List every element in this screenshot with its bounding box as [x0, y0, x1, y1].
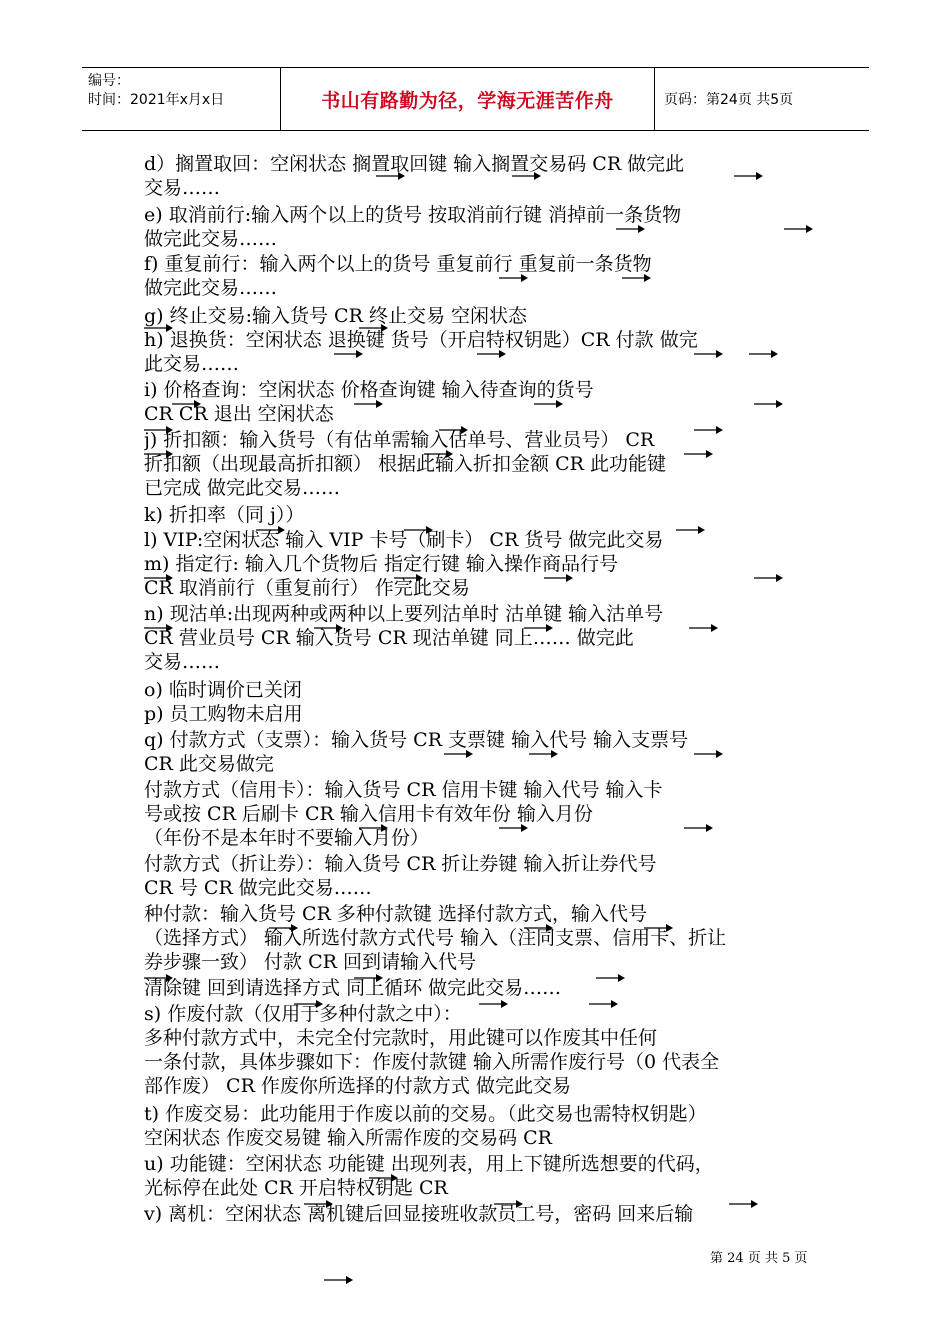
text-line: CR 号 CR 做完此交易…… [144, 877, 372, 899]
text-line: 部作废） CR 作废你所选择的付款方式 做完此交易 [144, 1075, 571, 1097]
text-line: 光标停在此处 CR 开启特权钥匙 CR [144, 1177, 448, 1199]
text-line: CR CR 退出 空闲状态 [144, 403, 334, 425]
text-line: o) 临时调价已关闭 [144, 679, 302, 701]
header-page-number: 页码：第24页 共5页 [664, 92, 794, 108]
text-line: 多种付款方式中，未完全付完款时，用此键可以作废其中任何 [144, 1027, 658, 1049]
text-line: h) 退换货：空闲状态 退换键 货号（开启特权钥匙）CR 付款 做完 [144, 329, 698, 351]
date-label: 时间：2021年x月x日 [88, 92, 225, 108]
text-line: l) VIP:空闲状态 输入 VIP 卡号（刷卡） CR 货号 做完此交易 [144, 529, 664, 551]
text-line: 空闲状态 作废交易键 输入所需作废的交易码 CR [144, 1127, 552, 1149]
text-line: 号或按 CR 后刷卡 CR 输入信用卡有效年份 输入月份 [144, 803, 593, 825]
text-line: 交易…… [144, 651, 221, 673]
text-line: 付款方式（折让券）：输入货号 CR 折让券键 输入折让券代号 [144, 853, 657, 875]
text-line: 种付款：输入货号 CR 多种付款键 选择付款方式，输入代号 [144, 903, 647, 925]
text-line: q) 付款方式（支票）：输入货号 CR 支票键 输入代号 输入支票号 [144, 729, 689, 751]
text-line: j) 折扣额：输入货号（有估单需输入估单号、营业员号） CR [144, 429, 655, 451]
text-line: CR 营业员号 CR 输入货号 CR 现沽单键 同上…… 做完此 [144, 627, 634, 649]
text-line: f) 重复前行：输入两个以上的货号 重复前行 重复前一条货物 [144, 253, 652, 275]
text-line: s) 作废付款（仅用于多种付款之中）： [144, 1003, 462, 1025]
header-meta [82, 68, 280, 130]
text-line: （年份不是本年时不要输入月份） [144, 827, 430, 849]
text-line: d）搁置取回：空闲状态 搁置取回键 输入搁置交易码 CR 做完此 [144, 153, 685, 175]
page-header [82, 67, 869, 131]
text-line: CR 取消前行（重复前行） 作完此交易 [144, 577, 470, 599]
footer-page-number: 第 24 页 共 5 页 [710, 1251, 808, 1266]
serial-number-label: 编号： [88, 73, 130, 89]
text-line: g) 终止交易:输入货号 CR 终止交易 空闲状态 [144, 305, 527, 327]
text-line: 付款方式（信用卡）：输入货号 CR 信用卡键 输入代号 输入卡 [144, 779, 663, 801]
text-line: e) 取消前行:输入两个以上的货号 按取消前行键 消掉前一条货物 [144, 204, 682, 226]
header-motto: 书山有路勤为径，学海无涯苦作舟 [280, 68, 655, 130]
text-line: 折扣额（出现最高折扣额） 根据此输入折扣金额 CR 此功能键 [144, 453, 666, 475]
text-line: t) 作废交易：此功能用于作废以前的交易。（此交易也需特权钥匙） [144, 1103, 707, 1125]
text-line: v) 离机：空闲状态 离机键后回显接班收款员工号，密码 回来后输 [144, 1203, 694, 1225]
text-line: （选择方式） 输入所选付款方式代号 输入（注同支票、信用卡、折让 [144, 927, 727, 949]
text-line: 已完成 做完此交易…… [144, 477, 341, 499]
text-line: i) 价格查询：空闲状态 价格查询键 输入待查询的货号 [144, 379, 594, 401]
text-line: 交易…… [144, 177, 221, 199]
text-line: 此交易…… [144, 353, 240, 375]
text-line: m) 指定行: 输入几个货物后 指定行键 输入操作商品行号 [144, 553, 618, 575]
text-line: CR 此交易做完 [144, 753, 274, 775]
arrow-icon [324, 1276, 353, 1284]
text-line: 做完此交易…… [144, 277, 278, 299]
text-line: p) 员工购物未启用 [144, 703, 303, 725]
text-line: 做完此交易…… [144, 228, 278, 250]
text-line: u) 功能键：空闲状态 功能键 出现列表，用上下键所选想要的代码， [144, 1153, 714, 1175]
text-line: 清除键 回到请选择方式 同上循环 做完此交易…… [144, 977, 562, 999]
text-line: k) 折扣率（同 j）） [144, 504, 305, 526]
text-line: 一条付款，具体步骤如下：作废付款键 输入所需作废行号（0 代表全 [144, 1051, 720, 1073]
text-line: n) 现沽单:出现两种或两种以上要列沽单时 沽单键 输入沽单号 [144, 603, 664, 625]
text-line: 券步骤一致） 付款 CR 回到请输入代号 [144, 951, 476, 973]
